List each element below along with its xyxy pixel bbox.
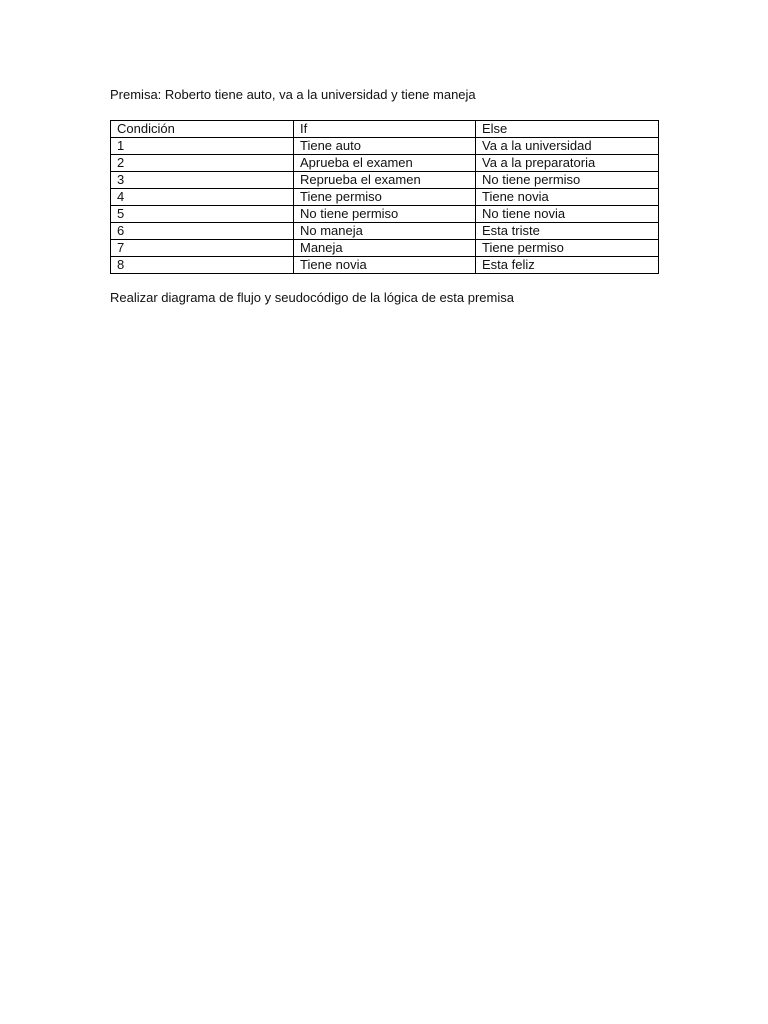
cell-else: Esta feliz [476,257,659,274]
cell-if: Tiene novia [294,257,476,274]
header-if: If [294,121,476,138]
table-header-row [111,121,659,138]
cell-condition-number: 1 [111,138,294,155]
cell-else: Tiene novia [476,189,659,206]
table-row [111,155,659,172]
cell-else: No tiene permiso [476,172,659,189]
cell-if: No tiene permiso [294,206,476,223]
cell-if: Reprueba el examen [294,172,476,189]
cell-condition-number: 2 [111,155,294,172]
cell-else: No tiene novia [476,206,659,223]
cell-condition-number: 5 [111,206,294,223]
conditions-table [110,120,659,274]
table-row [111,240,659,257]
table-row [111,223,659,240]
header-condicion: Condición [111,121,294,138]
cell-if: Maneja [294,240,476,257]
cell-condition-number: 6 [111,223,294,240]
cell-condition-number: 7 [111,240,294,257]
cell-condition-number: 3 [111,172,294,189]
cell-if: Tiene auto [294,138,476,155]
cell-if: Tiene permiso [294,189,476,206]
table-row [111,257,659,274]
cell-else: Va a la universidad [476,138,659,155]
table-row [111,172,659,189]
premise-text: Premisa: Roberto tiene auto, va a la universidad y tiene maneja [110,87,476,102]
task-text: Realizar diagrama de flujo y seudocódigo de la lógica de esta premisa [110,290,514,305]
cell-if: No maneja [294,223,476,240]
cell-condition-number: 8 [111,257,294,274]
table-row [111,206,659,223]
cell-else: Va a la preparatoria [476,155,659,172]
cell-if: Aprueba el examen [294,155,476,172]
cell-else: Esta triste [476,223,659,240]
table-row [111,189,659,206]
cell-else: Tiene permiso [476,240,659,257]
cell-condition-number: 4 [111,189,294,206]
header-else: Else [476,121,659,138]
table-row [111,138,659,155]
